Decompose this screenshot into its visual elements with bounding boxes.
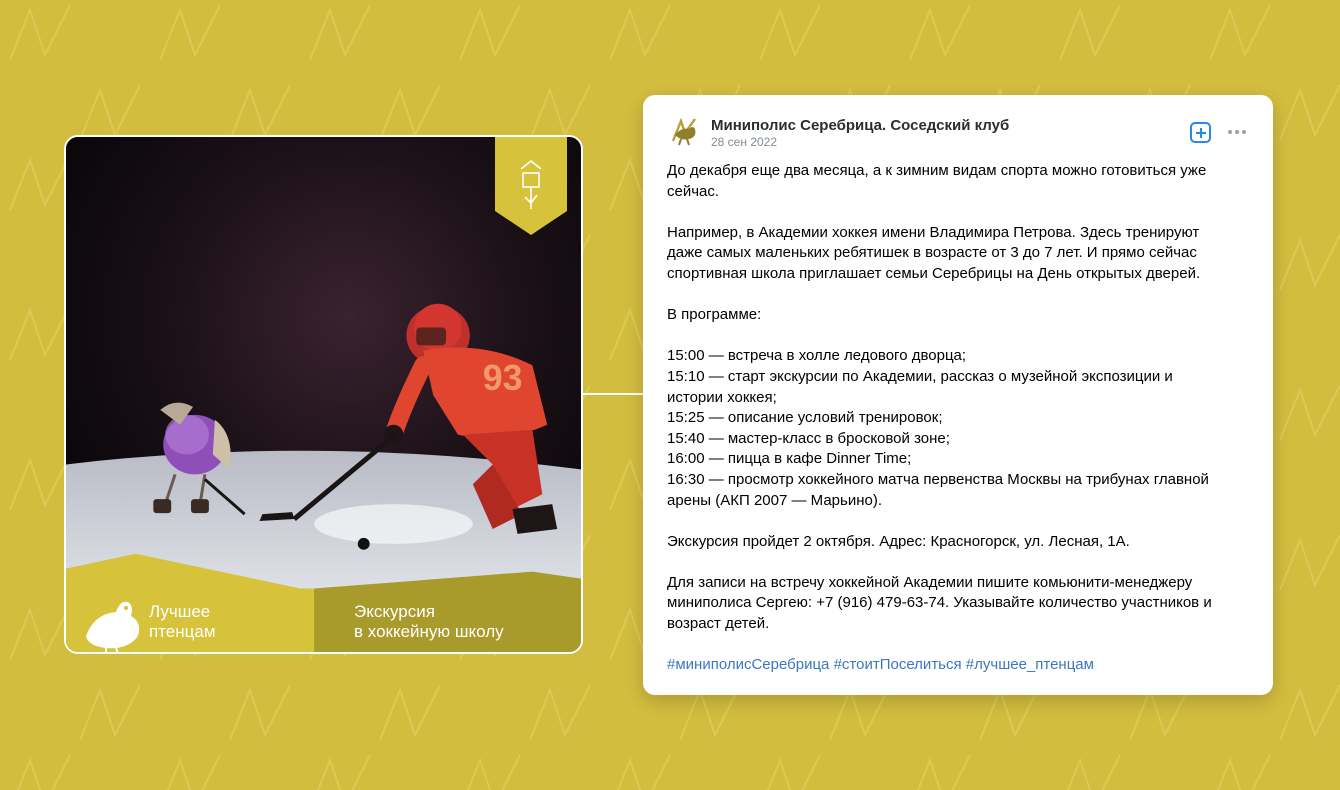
connector-line [582, 393, 644, 395]
paragraph-contact: Для записи на встречу хоккейной Академии пишите комьюнити-менеджеру миниполиса Сергею: +7 (916) 479-63-74. Указывайте количество участников и возраст детей. [667, 573, 1212, 633]
hashtag-link[interactable]: #миниполисСеребрица [667, 656, 830, 674]
paragraph-academy: Например, в Академии хоккея имени Владимира Петрова. Здесь тренируют даже самых маленьких ребятишек в возрасте от 3 до 7 лет. И прямо сейчас спортивная школа приглашает семьи Серебрицы на День открытых дверей. [667, 223, 1201, 282]
post-author[interactable]: Миниполис Серебрица. Соседский клуб [711, 117, 1010, 134]
banner-excursion: Экскурсия в хоккейную школу [354, 602, 504, 641]
brand-bird-logo-icon[interactable] [667, 115, 701, 149]
paragraph-schedule: 15:00 — встреча в холле ледового дворца; 15:10 — старт экскурсии по Академии, рассказ о музейной экспозиции и истории хоккея; 15:25 — описание условий тренировок; 15:40 — мастер-класс в бросковой зоне; 16:00 — пицца в кафе Dinner Time; 16:30 — просмотр хоккейного матча первенства Москвы на трибунах главной арены (АКП 2007 — Марьино). [667, 347, 1209, 509]
brand-badge [495, 137, 567, 235]
hashtag-link[interactable]: #стоитПоселиться [833, 656, 962, 674]
post-text [667, 161, 1247, 676]
post-card [643, 95, 1273, 695]
paragraph-program-title: В программе: [667, 306, 762, 324]
paragraph-intro: До декабря еще два месяца, а к зимним видам спорта можно готовиться уже сейчас. [667, 162, 1207, 200]
hashtags [667, 655, 1247, 676]
hashtag-link[interactable]: #лучшее_птенцам [965, 656, 1094, 674]
post-image[interactable] [64, 135, 583, 654]
banner-best-for-chicks: Лучшее птенцам [149, 602, 216, 641]
svg-text:93: 93 [482, 358, 523, 399]
post-date[interactable]: 28 сен 2022 [711, 135, 778, 149]
more-horizontal-icon[interactable] [1228, 130, 1246, 134]
add-square-icon[interactable] [1190, 122, 1211, 143]
bird-logo-icon [76, 592, 146, 654]
paragraph-address: Экскурсия пройдет 2 октября. Адрес: Красногорск, ул. Лесная, 1А. [667, 532, 1130, 550]
